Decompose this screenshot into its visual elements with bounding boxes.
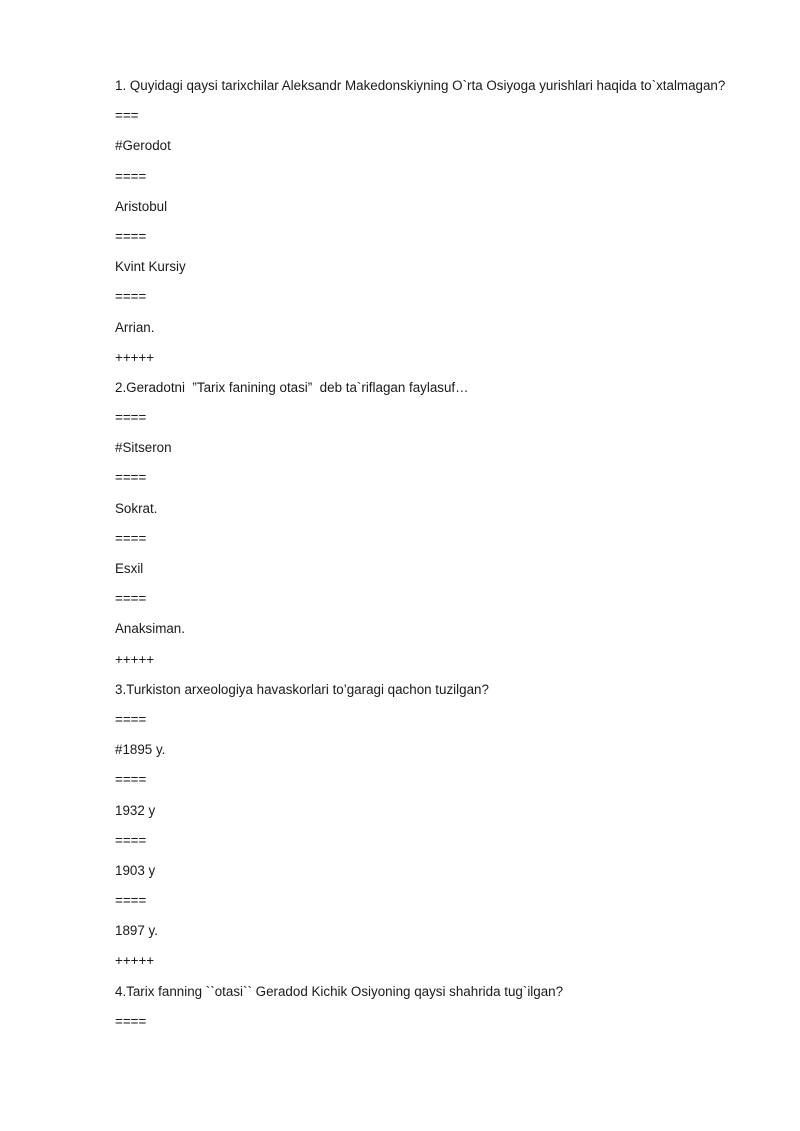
answer-option-correct: #1895 y. bbox=[115, 742, 166, 758]
question-end-marker: +++++ bbox=[115, 349, 155, 365]
question-end-marker: +++++ bbox=[115, 953, 155, 969]
separator: ==== bbox=[115, 711, 147, 727]
answer-option: 1903 y bbox=[115, 862, 156, 878]
answer-option: Esxil bbox=[115, 561, 144, 576]
question-2-text: 2.Geradotni ”Tarix fanining otasi” deb ta`riflagan faylasuf… bbox=[115, 379, 469, 395]
document-body bbox=[115, 76, 775, 1042]
question-3-text: 3.Turkiston arxeologiya havaskorlari to’garagi qachon tuzilgan? bbox=[115, 681, 489, 697]
separator: ==== bbox=[115, 832, 147, 848]
answer-option: Kvint Kursiy bbox=[115, 259, 186, 275]
separator: ==== bbox=[115, 1013, 147, 1029]
separator: ==== bbox=[115, 893, 147, 909]
answer-option: Aristobul bbox=[115, 198, 168, 214]
separator: ==== bbox=[115, 591, 147, 607]
question-1-text: 1. Quyidagi qaysi tarixchilar Aleksandr Makedonskiyning O`rta Osiyoga yurishlari haqida to`xtalmagan? bbox=[115, 78, 726, 93]
separator: ==== bbox=[115, 530, 147, 546]
separator: ==== bbox=[115, 289, 147, 305]
separator: ==== bbox=[115, 228, 147, 244]
answer-option: 1932 y bbox=[115, 802, 156, 818]
separator: ==== bbox=[115, 772, 147, 788]
separator: ==== bbox=[115, 168, 147, 184]
answer-option: Sokrat. bbox=[115, 500, 158, 516]
question-end-marker: +++++ bbox=[115, 651, 155, 667]
answer-option: Anaksiman. bbox=[115, 621, 185, 637]
question-4-text: 4.Tarix fanning ``otasi`` Geradod Kichik Osiyoning qaysi shahrida tug`ilgan? bbox=[115, 983, 564, 999]
separator: ==== bbox=[115, 470, 147, 486]
answer-option: Arrian. bbox=[115, 319, 155, 335]
separator: ==== bbox=[115, 410, 147, 426]
answer-option-correct: #Sitseron bbox=[115, 440, 172, 456]
answer-option-correct: #Gerodot bbox=[115, 138, 171, 154]
answer-option: 1897 y. bbox=[115, 923, 158, 939]
separator: === bbox=[115, 108, 139, 124]
